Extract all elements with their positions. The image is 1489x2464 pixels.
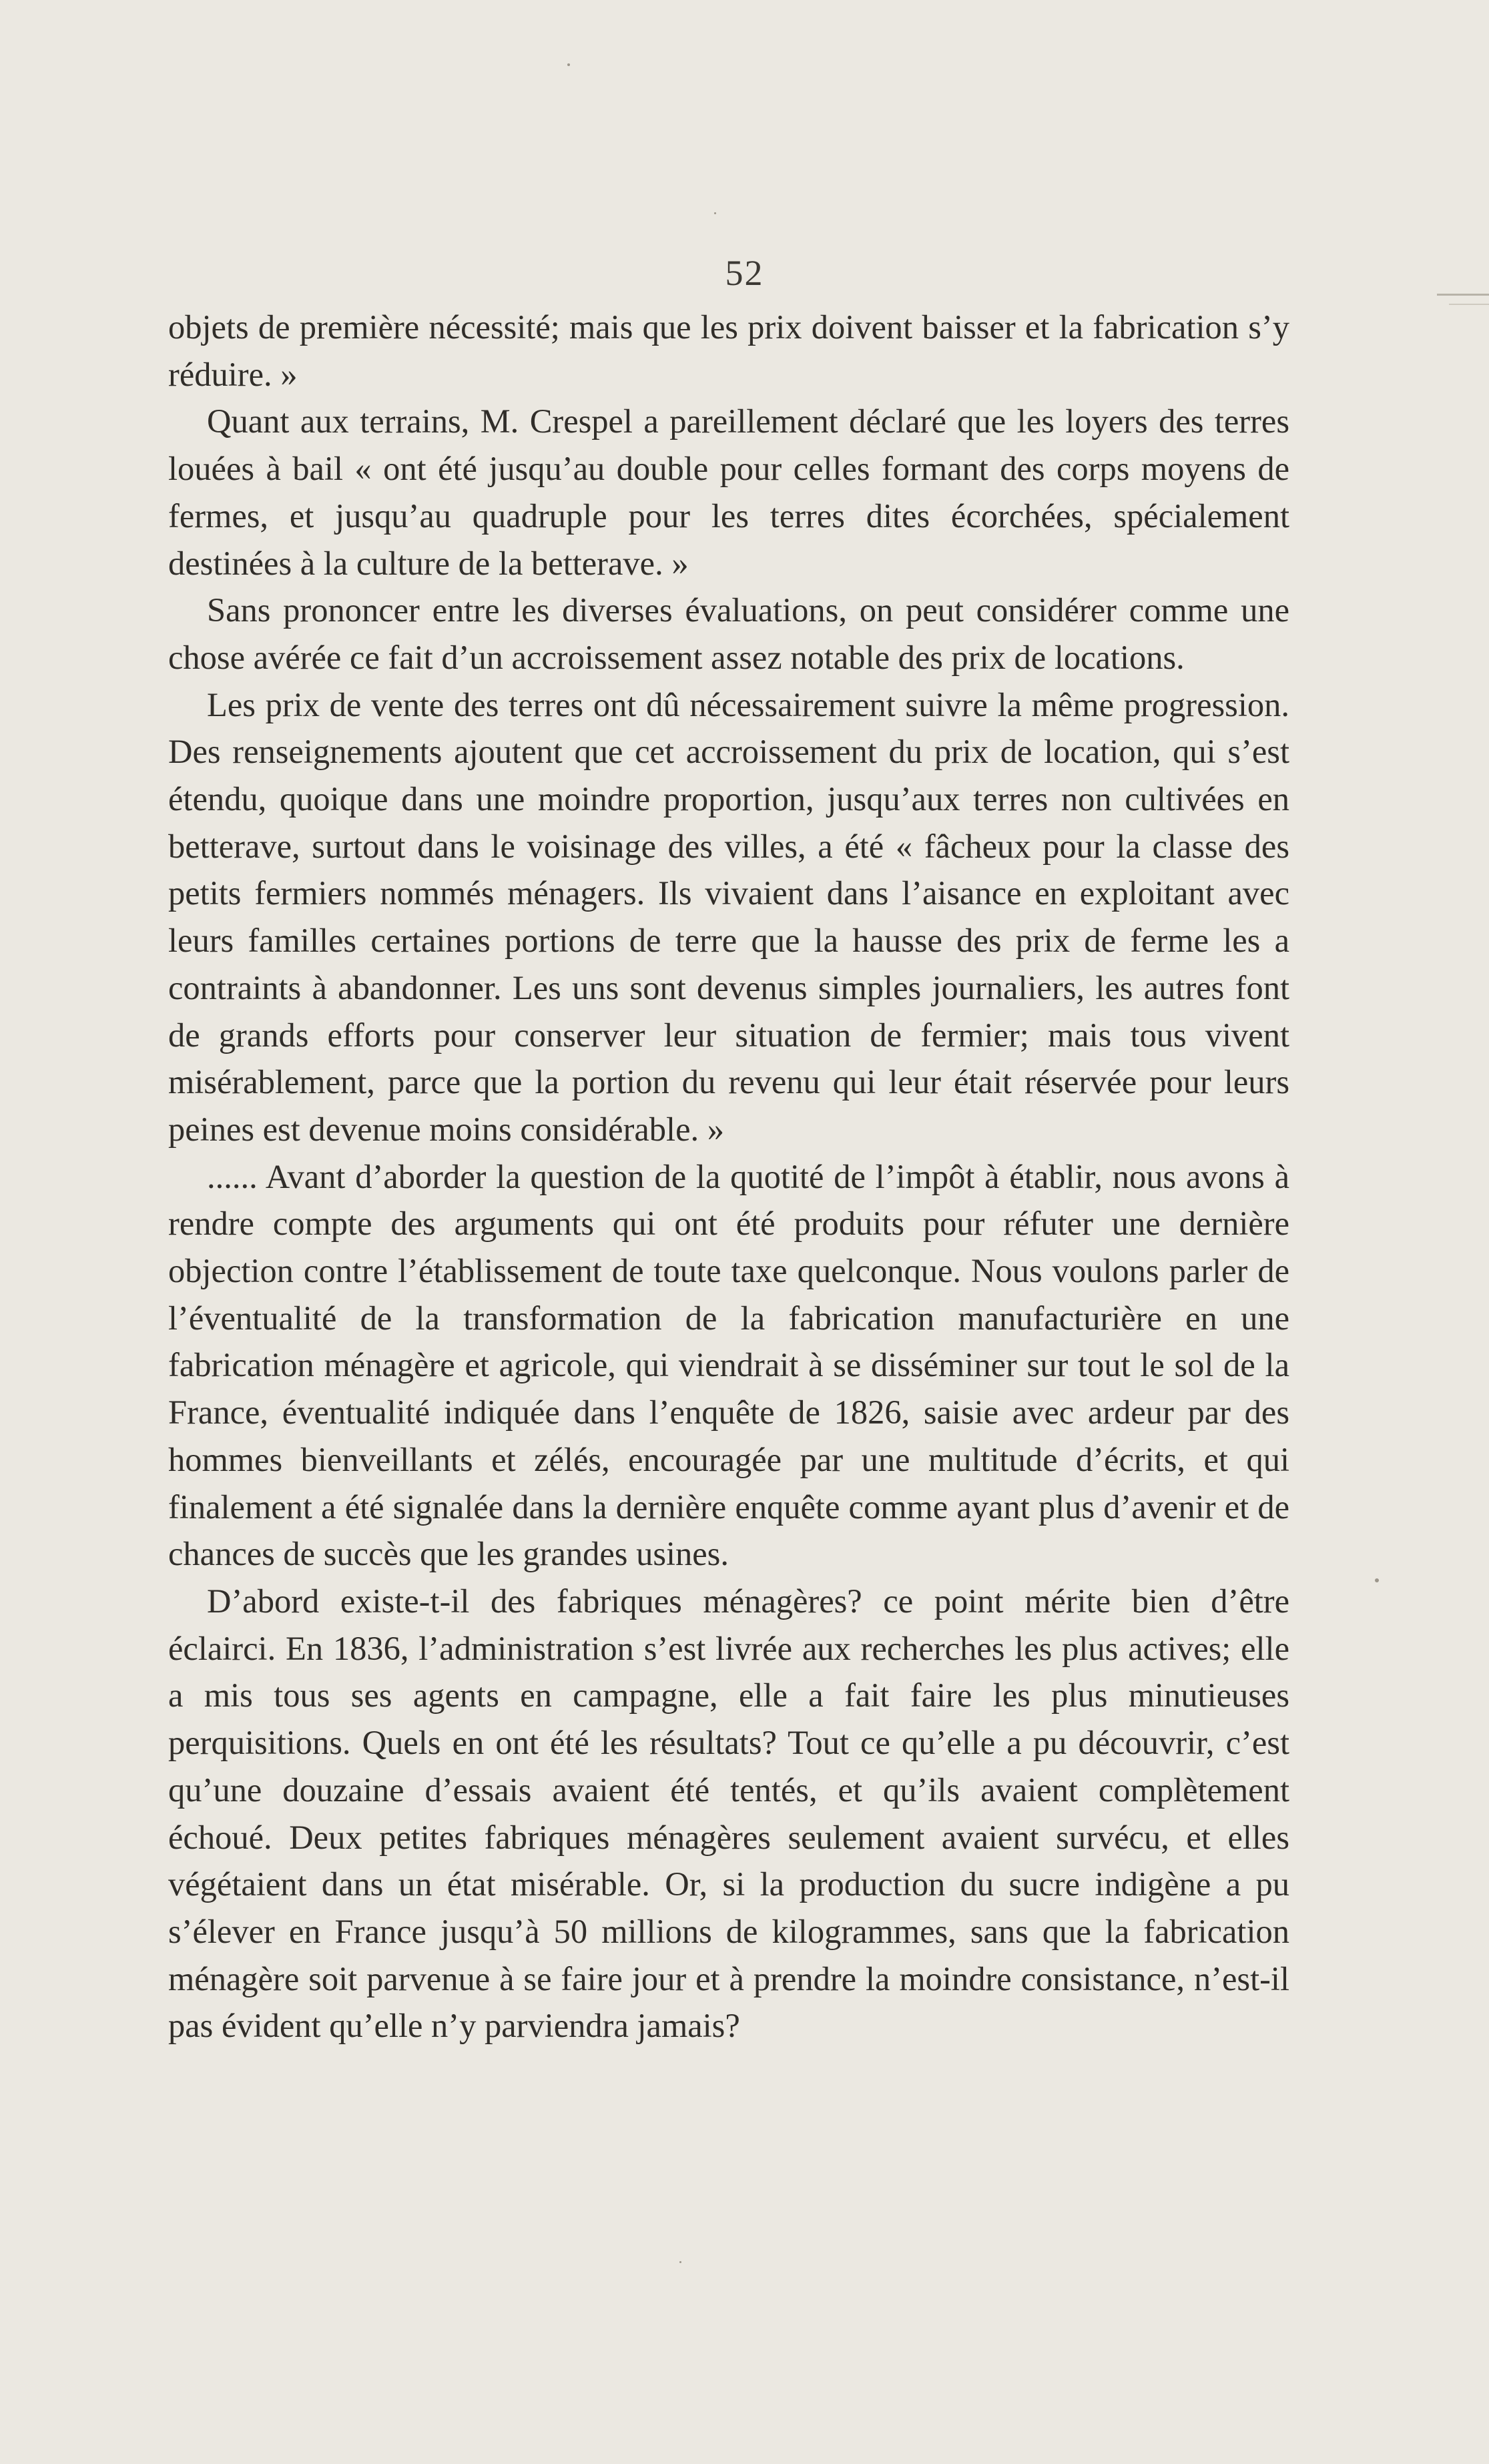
paper-speck [567,63,570,66]
paragraph: D’abord existe-t-il des fabriques ménagères? ce point mérite bien d’être éclairci. En 1836, l’administration s’est livrée aux recherches les plus actives; elle a mis tous ses agents en campagne, elle a fait faire les plus minutieuses perquisitions. Quels en ont été les résultats? Tout ce qu’elle a pu découvrir, c’est qu’une douzaine d’essais avaient été tentés, et qu’ils avaient complètement échoué. Deux petites fabriques ménagères seulement avaient survécu, et elles végétaient dans un état misérable. Or, si la production du sucre indigène a pu s’élever en France jusqu’à 50 millions de kilogrammes, sans que la fabrication ménagère soit parvenue à se faire jour et à prendre la moindre consistance, n’est-il pas évident qu’elle n’y parviendra jamais? [168,1582,1289,2045]
margin-mark [1449,304,1489,305]
body-text [168,304,1289,2050]
paragraph: Les prix de vente des terres ont dû nécessairement suivre la même progression. Des renseignements ajoutent que cet accroissement du prix de location, qui s’est étendu, quoique dans une moindre proportion, jusqu’aux terres non cultivées en betterave, surtout dans le voisinage des villes, a été « fâcheux pour la classe des petits fermiers nommés ménagers. Ils vivaient dans l’aisance en exploitant avec leurs familles certaines portions de terre que la hausse des prix de ferme les a contraints à abandonner. Les uns sont devenus simples journaliers, les autres font de grands efforts pour conserver leur situation de fermier; mais tous vivent misérablement, parce que la portion du revenu qui leur était réservée pour leurs peines est devenue moins considérable. » [168,685,1289,1148]
paper-speck [1375,1578,1379,1582]
paper-speck [714,212,716,214]
paragraph: ...... Avant d’aborder la question de la quotité de l’impôt à établir, nous avons à rendre compte des arguments qui ont été produits pour réfuter une dernière objection contre l’établissement de toute taxe quelconque. Nous voulons parler de l’éventualité de la transformation de la fabrication manufacturière en une fabrication ménagère et agricole, qui viendrait à se disséminer sur tout le sol de la France, éventualité indiquée dans l’enquête de 1826, saisie avec ardeur par des hommes bienveillants et zélés, encouragée par une multitude d’écrits, et qui finalement a été signalée dans la dernière enquête comme ayant plus d’avenir et de chances de succès que les grandes usines. [168,1157,1289,1573]
margin-mark [1437,294,1489,296]
paper-speck [679,2261,681,2263]
paragraph: Sans prononcer entre les diverses évaluations, on peut considérer comme une chose avérée ce fait d’un accroissement assez notable des prix de locations. [168,591,1289,676]
page-number: 52 [725,253,764,293]
paragraph: objets de première nécessité; mais que les prix doivent baisser et la fabrication s’y réduire. » [168,308,1289,393]
paragraph: Quant aux terrains, M. Crespel a pareillement déclaré que les loyers des terres louées à bail « ont été jusqu’au double pour celles formant des corps moyens de fermes, et jusqu’au quadruple pour les terres dites écorchées, spécialement destinées à la culture de la betterave. » [168,402,1289,582]
